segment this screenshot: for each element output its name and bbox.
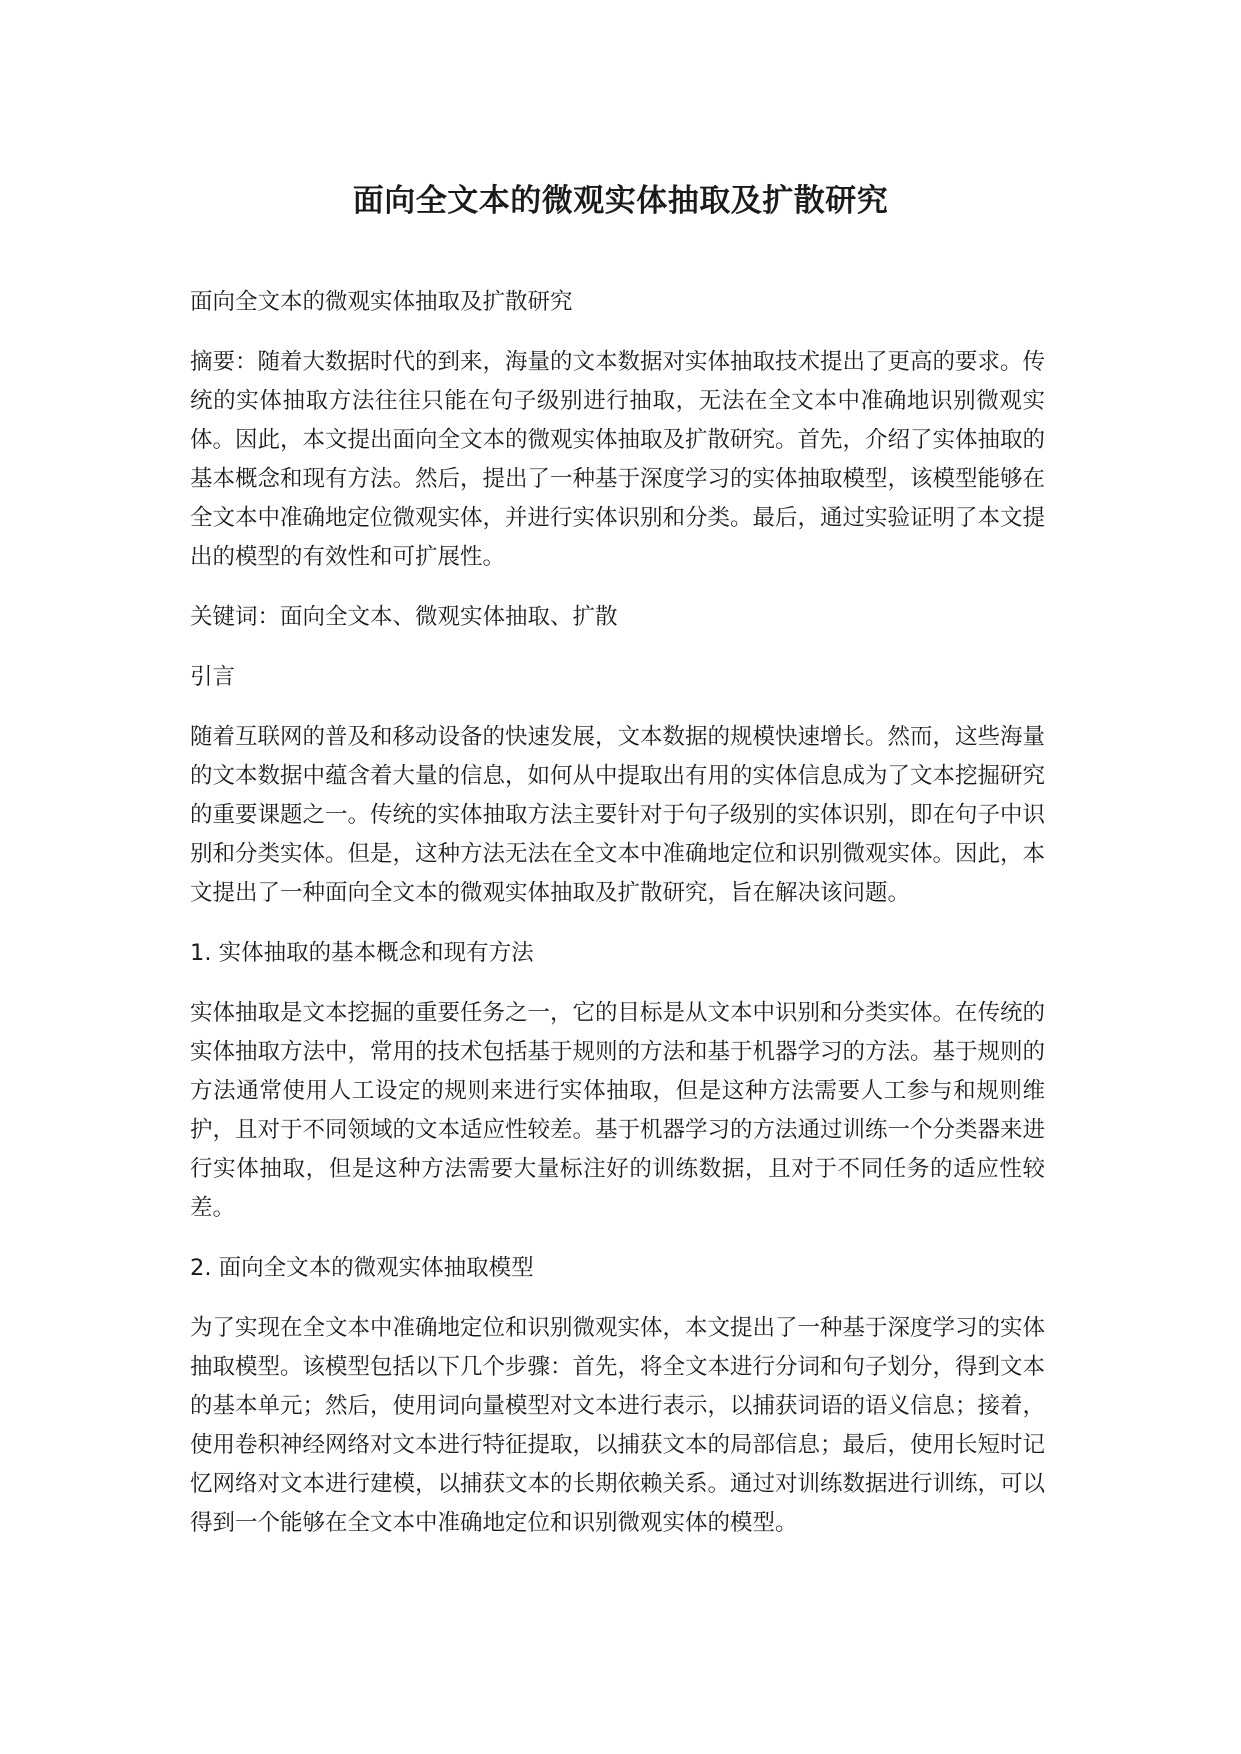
section1-paragraph: 实体抽取是文本挖掘的重要任务之一，它的目标是从文本中识别和分类实体。在传统的实体抽取方法中，常用的技术包括基于规则的方法和基于机器学习的方法。基于规则的方法通常使用人工设定的规则来进行实体抽取，但是这种方法需要人工参与和规则维护，且对于不同领域的文本适应性较差。基于机器学习的方法通过训练一个分类器来进行实体抽取，但是这种方法需要大量标注好的训练数据，且对于不同任务的适应性较差。 xyxy=(190,1000,1046,1221)
keywords-line: 关键词：面向全文本、微观实体抽取、扩散 xyxy=(190,604,618,630)
section2-heading: 2. 面向全文本的微观实体抽取模型 xyxy=(190,1255,534,1281)
abstract-paragraph: 摘要：随着大数据时代的到来，海量的文本数据对实体抽取技术提出了更高的要求。传统的实体抽取方法往往只能在句子级别进行抽取，无法在全文本中准确地识别微观实体。因此，本文提出面向全文本的微观实体抽取及扩散研究。首先，介绍了实体抽取的基本概念和现有方法。然后，提出了一种基于深度学习的实体抽取模型，该模型能够在全文本中准确地定位微观实体，并进行实体识别和分类。最后，通过实验证明了本文提出的模型的有效性和可扩展性。 xyxy=(190,349,1046,570)
intro-paragraph: 随着互联网的普及和移动设备的快速发展，文本数据的规模快速增长。然而，这些海量的文本数据中蕴含着大量的信息，如何从中提取出有用的实体信息成为了文本挖掘研究的重要课题之一。传统的实体抽取方法主要针对于句子级别的实体识别，即在句子中识别和分类实体。但是，这种方法无法在全文本中准确地定位和识别微观实体。因此，本文提出了一种面向全文本的微观实体抽取及扩散研究，旨在解决该问题。 xyxy=(190,724,1046,906)
section1-heading: 1. 实体抽取的基本概念和现有方法 xyxy=(190,940,534,966)
document-body xyxy=(190,283,1045,1564)
section2-paragraph: 为了实现在全文本中准确地定位和识别微观实体，本文提出了一种基于深度学习的实体抽取模型。该模型包括以下几个步骤：首先，将全文本进行分词和句子划分，得到文本的基本单元；然后，使用词向量模型对文本进行表示，以捕获词语的语义信息；接着，使用卷积神经网络对文本进行特征提取，以捕获文本的局部信息；最后，使用长短时记忆网络对文本进行建模，以捕获文本的长期依赖关系。通过对训练数据进行训练，可以得到一个能够在全文本中准确地定位和识别微观实体的模型。 xyxy=(190,1315,1046,1536)
document-title: 面向全文本的微观实体抽取及扩散研究 xyxy=(352,183,889,219)
intro-heading: 引言 xyxy=(190,664,236,690)
document-subtitle: 面向全文本的微观实体抽取及扩散研究 xyxy=(190,289,573,315)
